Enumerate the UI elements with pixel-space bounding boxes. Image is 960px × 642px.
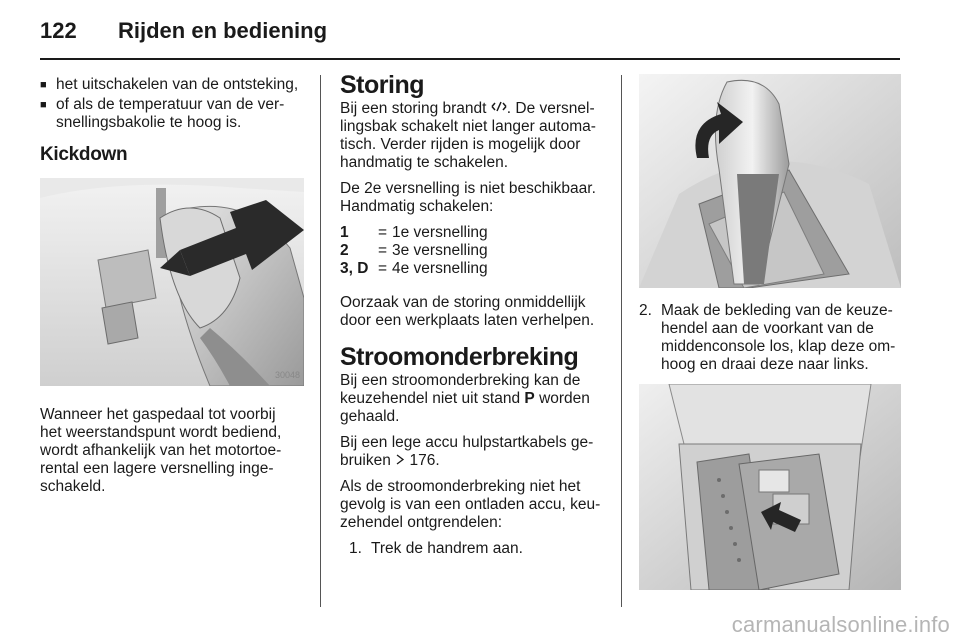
figure-code: 30048 (274, 370, 300, 380)
right-column (639, 74, 901, 590)
stroom-paragraph-3: Als de stroomonderbreking niet het gevolg is van een ontladen accu, keu- zehendel ontgrendelen: (340, 478, 601, 531)
console-cover-illustration (639, 384, 901, 590)
step-1: 1. Trek de handrem aan. (349, 540, 523, 557)
storing-heading: Storing (340, 71, 424, 99)
column-divider-2 (621, 75, 622, 607)
storing-paragraph-3: Oorzaak van de storing onmiddellijk door een werkplaats laten verhelpen. (340, 294, 595, 329)
storing-paragraph-2: De 2e versnelling is niet beschikbaar. Handmatig schakelen: (340, 180, 596, 215)
page-title: Rijden en bediening (118, 18, 328, 43)
page-number: 122 (40, 18, 77, 43)
kickdown-heading: Kickdown (40, 144, 128, 165)
storing-paragraph-1: Bij een storing brandt . De versnel- lingsbak schakelt niet langer automa- tisch. Verder rijden is mogelijk door handmatig te schakelen. (340, 100, 596, 171)
bullet-item: ■ of als de temperatuur van de ver- snellingsbakolie te hoog is. (40, 96, 308, 132)
gear-table (340, 224, 488, 278)
step-2: 2. Maak de bekleding van de keuze- hendel aan de voorkant van de middenconsole los, klap deze om- hoog en draai deze naar links. (639, 302, 896, 373)
gear-row: 3, D = 4e versnelling (340, 260, 488, 277)
left-column (40, 68, 308, 504)
stroom-paragraph-2: Bij een lege accu hulpstartkabels ge- bruiken 176. (340, 434, 594, 469)
gearbox-fault-icon (491, 100, 507, 118)
gear-row: 2 = 3e versnelling (340, 242, 488, 259)
column-divider-1 (320, 75, 321, 607)
pedal-foot-image (40, 178, 304, 386)
watermark: carmanualsonline.info (731, 612, 950, 637)
page-reference-link[interactable]: 176. (409, 452, 440, 469)
bullet-list (40, 76, 308, 132)
stroom-paragraph-1: Bij een stroomonderbreking kan de keuzehendel niet uit stand P worden gehaald. (340, 372, 590, 425)
page-ref-arrow-icon (395, 452, 409, 469)
middle-column (340, 71, 608, 558)
gear-row: 1 = 1e versnelling (340, 224, 488, 241)
header-rule (40, 58, 900, 60)
console-cover-image (639, 384, 901, 590)
kickdown-illustration (40, 178, 304, 386)
kickdown-text: Wanneer het gaspedaal tot voorbij het weerstandspunt wordt bediend, wordt afhankelijk van het motortoe- rental een lagere versnelling inge- schakeld. (40, 406, 282, 495)
gear-lever-image (639, 74, 901, 288)
stroomonderbreking-heading: Stroomonderbreking (340, 343, 579, 371)
gear-lever-illustration (639, 74, 901, 288)
bullet-item: ■ het uitschakelen van de ontsteking, (40, 76, 308, 94)
